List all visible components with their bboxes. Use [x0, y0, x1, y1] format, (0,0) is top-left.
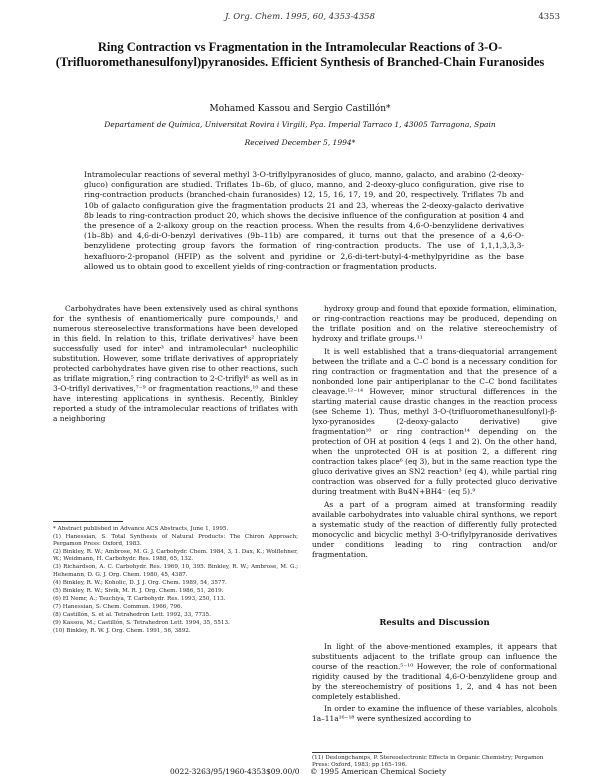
- journal-citation: J. Org. Chem. 1995, 60, 4353-4358: [225, 12, 375, 22]
- body-paragraph: Carbohydrates have been extensively used as chiral synthons for the synthesis of enantiomerically pure compounds,¹ and numerous stereoselective transformations have been developed in this field. In relation to this, triflate derivatives² have been successfully used for inter³ and intramolecular⁴ nucleophilic substitution. However, some triflate derivatives of appropriately protected carbohydrates have given rise to other reactions, such as triflate migration,⁵ ring contraction to 2-C-triflyl⁶ as well as in 3-O-triflyl derivatives,⁷⁻⁹ or fragmentation reactions,¹⁰ and these have interesting applications in synthesis. Recently, Binkley reported a study of the intramolecular reactions of triflates with a neighboring: [53, 304, 298, 423]
- body-paragraph: In order to examine the influence of these variables, alcohols 1a–11a¹⁶⁻¹⁸ were synthesized according to: [312, 704, 557, 723]
- footnote: * Abstract published in Advance ACS Abstracts, June 1, 1995.: [53, 526, 229, 532]
- footnote: (3) Richardson, A. C. Carbohydr. Res. 1969, 10, 395. Binkley, R. W.; Ambrose, M. G.; Hehemann, D. G. J. Org. Chem. 1980, 45, 4387.: [53, 564, 298, 578]
- page-number: 4353: [538, 12, 560, 22]
- footnote: (2) Binkley, R. W.; Ambrose, M. G. J. Carbohydr. Chem. 1984, 3, 1. Dax, K.; Wolflehner, W.; Weidmann, H. Carbohydr. Res. 1988, 65, 132.: [53, 549, 298, 563]
- body-paragraph: hydroxy group and found that epoxide formation, elimination, or ring-contraction reactions may be produced, depending on the triflate position and on the relative stereochemistry of hydroxy and triflate groups.¹¹: [312, 304, 557, 343]
- footnote: (6) El Nemr, A.; Tsuchiya, T. Carbohydr. Res. 1993, 250, 113.: [53, 595, 226, 602]
- footnote-rule: [312, 752, 382, 753]
- left-column: [53, 304, 298, 427]
- authors: Mohamed Kassou and Sergio Castillón*: [209, 104, 391, 114]
- copyright: © 1995 American Chemical Society: [310, 767, 447, 776]
- affiliation: Departament de Química, Universitat Rovira i Virgili, Pça. Imperial Tarraco 1, 43005 Tarragona, Spain: [104, 120, 496, 129]
- section-heading: Results and Discussion: [379, 618, 490, 628]
- results-section: [312, 642, 557, 726]
- body-paragraph: As a part of a program aimed at transforming readily available carbohydrates into valuable chiral synthons, we report a systematic study of the reaction of differently fully protected monocyclic and bicyclic methyl 3-O-triflylpyranoside derivatives under conditions leading to ring contraction and/or fragmentation.: [312, 500, 557, 559]
- page-header: [40, 12, 560, 26]
- footnote: (1) Hanessian, S. Total Synthesis of Natural Products: The Chiron Approach; Pergamon Press: Oxford, 1983.: [53, 534, 298, 548]
- received-date: Received December 5, 1994*: [244, 138, 356, 147]
- footnotes: [53, 526, 298, 636]
- footnote: (8) Castillón, S. et al. Tetrahedron Lett. 1992, 33, 7735.: [53, 612, 211, 619]
- body-paragraph: It is well established that a trans-diequatorial arrangement between the triflate and a C–C bond is a necessary condition for ring contraction or fragmentation and that the presence of a nonbonded lone pair antiperiplanar to the C–C bond facilitates cleavage.¹²⁻¹⁴ However, minor structural differences in the starting material cause drastic changes in the reaction process (see Scheme 1). Thus, methyl 3-O-(trifluoromethanesulfonyl)-β-lyxo-pyranosides (2-deoxy-galacto derivative) give fragmentation¹⁰ or ring contraction¹⁴ depending on the protection of OH at position 4 (eqs 1 and 2). On the other hand, when the unprotected OH is at position 2, a different ring contraction takes place⁶ (eq 3), but in the same reaction type the gluco derivative gives an SN2 reaction³ (eq 4), while partial ring contraction was observed for a fully protected gluco derivative during treatment with Bu4N+BH4⁻ (eq 5).⁹: [312, 347, 557, 496]
- footnote: (7) Hanessian, S. Chem. Commun. 1966, 796.: [53, 603, 183, 610]
- article-code: 0022-3263/95/1960-4353$09.00/0: [170, 767, 300, 776]
- body-paragraph: In light of the above-mentioned examples, it appears that substituents adjacent to the triflate group can influence the course of the reaction.⁵⁻¹⁰ However, the role of conformational rigidity caused by the traditional 4,6-O-benzylidene group and by the stereochemistry of positions 1, 2, and 4 has not been completely established.: [312, 642, 557, 701]
- footnote: (9) Kassou, M.; Castillón, S. Tetrahedron Lett. 1994, 35, 5513.: [53, 620, 230, 627]
- abstract: Intramolecular reactions of several methyl 3-O-triflylpyranosides of gluco, manno, galacto, and arabino (2-deoxy-gluco) configuration are studied. Triflates 1b–6b, of gluco, manno, and 2-deoxy-gluco configuration, give rise to ring-contraction products (branched-chain furanosides) 12, 15, 16, 17, 19, and 20, respectively. Triflates 7b and 10b of galacto configuration give the fragmentation products 21 and 23, whereas the 2-deoxy-galacto derivative 8b leads to ring-contraction product 20, which shows the decisive influence of the configuration at position 4 and the presence of a 2-alkoxy group on the reaction process. When the results from 4,6-O-benzylidene derivatives (1b–8b) and 4,6-di-O-benzyl derivatives (9b–11b) are compared, it turns out that the presence of a 4,6-O-benzylidene protecting group favors the formation of ring-contraction products. The use of 1,1,1,3,3,3-hexafluoro-2-propanol (HFIP) as the solvent and pyridine or 2,6-di-tert-butyl-4-methylpyridine as the base allowed us to obtain good to excellent yields of ring-contraction or fragmentation products.: [84, 170, 524, 271]
- footnote: (10) Binkley, R. W. J. Org. Chem. 1991, 56, 3892.: [53, 628, 191, 635]
- footnote-rule: [53, 521, 123, 522]
- right-footnote: (11) Deslongchamps, P. Stereoelectronic Effects in Organic Chemistry; Pergamon Press: Oxford, 1983; pp 165–196.: [312, 755, 544, 768]
- article-title: Ring Contraction vs Fragmentation in the Intramolecular Reactions of 3-O-(Trifluoromethanesulfonyl)pyranosides. Efficient Synthesis of Branched-Chain Furanosides: [55, 40, 545, 69]
- footnote: (4) Binkley, R. W.; Koholic, D. J. J. Org. Chem. 1989, 54, 3577.: [53, 579, 227, 586]
- footnote: (5) Binkley, R. W.; Sivik, M. R. J. Org. Chem. 1986, 51, 2619.: [53, 587, 224, 594]
- right-column: [312, 304, 557, 563]
